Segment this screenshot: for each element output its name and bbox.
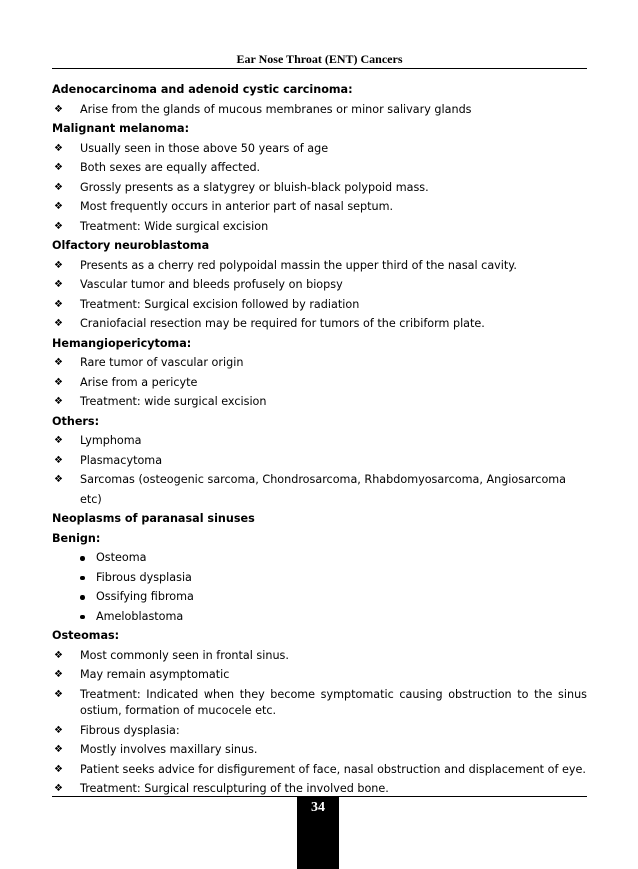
list-item: ❖ Usually seen in those above 50 years of age <box>52 139 587 159</box>
list-item: Ameloblastoma <box>52 607 587 627</box>
diamond-bullet-icon: ❖ <box>54 162 63 173</box>
section-heading: Benign: <box>52 531 101 545</box>
diamond-bullet-icon: ❖ <box>54 279 63 290</box>
list-item: ❖ Grossly presents as a slatygrey or bluish-black polypoid mass. <box>52 178 587 198</box>
round-bullet-icon <box>80 615 85 620</box>
list-item: ❖ Craniofacial resection may be required for tumors of the cribiform plate. <box>52 314 587 334</box>
diamond-bullet-icon: ❖ <box>54 688 63 700</box>
diamond-bullet-icon: ❖ <box>54 454 63 466</box>
diamond-bullet-icon: ❖ <box>54 220 63 232</box>
list-item: Ossifying fibroma <box>52 587 587 607</box>
list-item: ❖ Most commonly seen in frontal sinus. <box>52 646 587 666</box>
diamond-bullet-icon: ❖ <box>54 649 63 661</box>
list-item: ❖ Plasmacytoma <box>52 451 587 471</box>
list-item: ❖ Vascular tumor and bleeds profusely on biopsy <box>52 275 587 295</box>
section-heading: Adenocarcinoma and adenoid cystic carcinoma: <box>52 83 353 96</box>
diamond-bullet-icon: ❖ <box>54 724 63 736</box>
list-item: ❖ Treatment: Surgical excision followed by radiation <box>52 295 587 315</box>
diamond-bullet-icon: ❖ <box>54 783 63 794</box>
list-item: ❖ Lymphoma <box>52 431 587 451</box>
list-item: ❖ Treatment: Wide surgical excision <box>52 217 587 237</box>
list-item: ❖ May remain asymptomatic <box>52 665 587 685</box>
section-heading: Neoplasms of paranasal sinuses <box>52 512 255 525</box>
list-item: ❖ Arise from a pericyte <box>52 373 587 393</box>
diamond-bullet-icon: ❖ <box>54 474 63 485</box>
diamond-bullet-icon: ❖ <box>54 181 63 193</box>
list-item: ❖ Presents as a cherry red polypoidal massin the upper third of the nasal cavity. <box>52 256 587 276</box>
diamond-bullet-icon: ❖ <box>54 298 63 310</box>
list-item: ❖ Most frequently occurs in anterior part of nasal septum. <box>52 197 587 217</box>
diamond-bullet-icon: ❖ <box>54 744 63 755</box>
diamond-bullet-icon: ❖ <box>54 396 63 407</box>
list-item: ❖ Treatment: wide surgical excision <box>52 392 587 412</box>
section-heading: Olfactory neuroblastoma <box>52 239 210 252</box>
round-bullet-icon <box>80 556 85 561</box>
diamond-bullet-icon: ❖ <box>54 103 63 115</box>
diamond-bullet-icon: ❖ <box>54 318 63 329</box>
list-item: ❖ Sarcomas (osteogenic sarcoma, Chondrosarcoma, Rhabdomyosarcoma, Angiosarcoma etc) <box>52 470 587 509</box>
section-heading: Others: <box>52 414 100 428</box>
list-item: ❖ Patient seeks advice for disfigurement of face, nasal obstruction and displacement of eye. <box>52 760 587 780</box>
section-heading: Osteomas: <box>52 629 120 642</box>
list-item: ❖ Fibrous dysplasia: <box>52 721 587 741</box>
round-bullet-icon <box>80 576 85 581</box>
header-divider <box>52 68 587 69</box>
round-bullet-icon <box>80 595 85 600</box>
list-item: Fibrous dysplasia <box>52 568 587 588</box>
list-item: ❖ Treatment: Surgical resculpturing of the involved bone. <box>52 779 587 799</box>
section-heading: Malignant melanoma: <box>52 122 190 135</box>
diamond-bullet-icon: ❖ <box>54 357 63 368</box>
diamond-bullet-icon: ❖ <box>54 376 63 388</box>
list-item: ❖ Mostly involves maxillary sinus. <box>52 740 587 760</box>
page-number: 34 <box>297 797 339 869</box>
diamond-bullet-icon: ❖ <box>54 142 63 154</box>
diamond-bullet-icon: ❖ <box>54 259 63 271</box>
section-heading: Hemangiopericytoma: <box>52 336 192 350</box>
list-item: Osteoma <box>52 548 587 568</box>
list-item: ❖ Both sexes are equally affected. <box>52 158 587 178</box>
diamond-bullet-icon: ❖ <box>54 435 63 446</box>
list-item: ❖ Arise from the glands of mucous membranes or minor salivary glands <box>52 100 587 120</box>
document-body <box>52 80 587 799</box>
list-item: ❖ Rare tumor of vascular origin <box>52 353 587 373</box>
diamond-bullet-icon: ❖ <box>54 763 63 775</box>
list-item: ❖ Treatment: Indicated when they become symptomatic causing obstruction to the sinus ostium, formation of mucocele etc. <box>54 687 587 717</box>
diamond-bullet-icon: ❖ <box>54 201 63 212</box>
page-header-title: Ear Nose Throat (ENT) Cancers <box>236 52 403 66</box>
diamond-bullet-icon: ❖ <box>54 669 63 680</box>
